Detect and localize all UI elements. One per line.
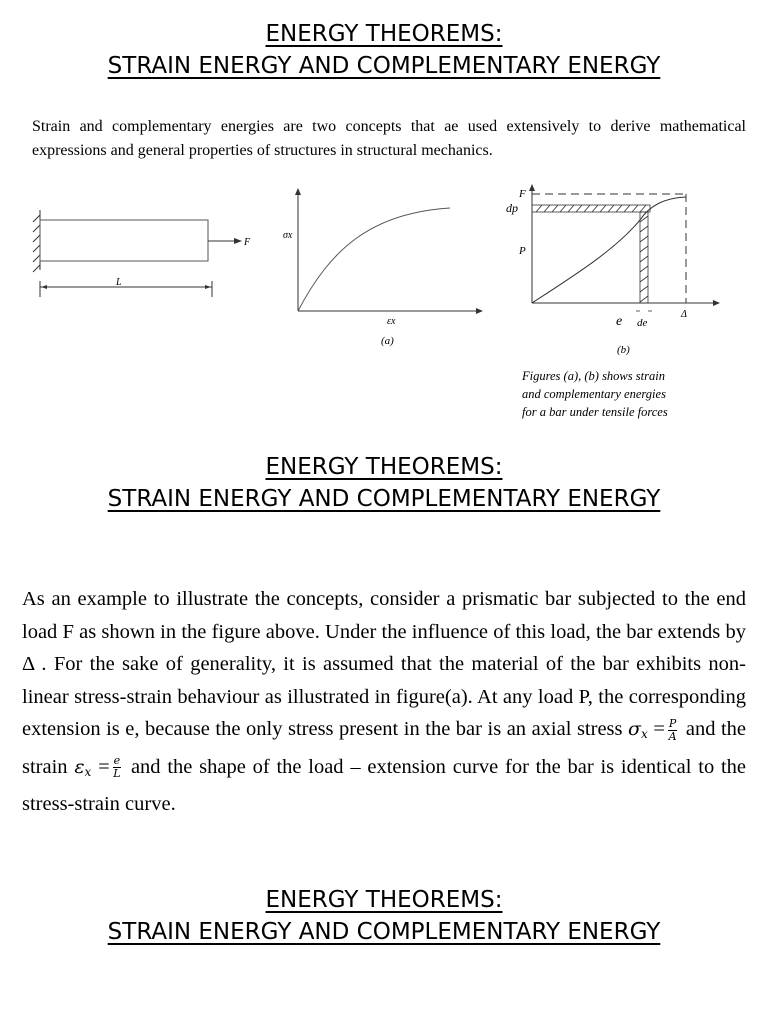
force-label: F xyxy=(244,237,251,248)
graph-a-axes xyxy=(295,188,483,314)
length-dimension xyxy=(40,281,212,297)
load-extension-graph xyxy=(500,180,730,360)
graph-a-caption: (a) xyxy=(381,335,394,347)
graph-b-caption: (b) xyxy=(617,344,630,356)
equals-sign: = xyxy=(98,755,110,778)
paragraph-text: and the shape of the load – extension curve for the bar is identical to the stress-strain curve. xyxy=(22,755,747,815)
force-arrow xyxy=(208,238,242,244)
caption-line: for a bar under tensile forces xyxy=(522,405,668,419)
y-axis-label: σx xyxy=(283,230,293,241)
paragraph-text: As an example to illustrate the concepts, consider a prismatic bar subjected to the end load F as shown in the figure above. Under the influence of this load, the bar extends by Δ . For the sake of generality, it is assumed that the material of the bar exhibits non-linear stress-strain behaviour as illustrated in figure(a). At any load P, the corresponding extension is e, because the only stress present in the bar is an axial stress xyxy=(22,588,746,740)
intro-paragraph: Strain and complementary energies are two concepts that ae used extensively to derive mathematical expressions and general properties of structures in structural mechanics. xyxy=(32,118,746,159)
strain-fraction: $\frac{e}{L}$ xyxy=(113,754,121,781)
p-label: P xyxy=(519,245,526,257)
heading-line2: STRAIN ENERGY AND COMPLEMENTARY ENERGY xyxy=(107,53,661,79)
stress-strain-graph xyxy=(275,180,490,355)
stress-fraction: $\frac{P}{A}$ xyxy=(668,716,677,743)
dp-label: dp xyxy=(506,201,518,215)
example-paragraph xyxy=(22,583,746,821)
fixed-support xyxy=(33,210,40,272)
heading-line1: ENERGY THEOREMS: xyxy=(265,21,503,47)
heading-line2: STRAIN ENERGY AND COMPLEMENTARY ENERGY xyxy=(107,486,661,512)
delta-label: Δ xyxy=(681,309,687,320)
heading-line1: ENERGY THEOREMS: xyxy=(265,454,503,480)
epsilon-symbol: $\varepsilon_x$ xyxy=(74,755,92,779)
heading-line2: STRAIN ENERGY AND COMPLEMENTARY ENERGY xyxy=(107,919,661,945)
sigma-symbol: $\sigma_x$ xyxy=(628,718,648,741)
hatched-strips xyxy=(532,205,650,303)
section-heading xyxy=(0,451,768,515)
heading-line1: ENERGY THEOREMS: xyxy=(265,887,503,913)
section-heading xyxy=(0,884,768,948)
stress-strain-curve xyxy=(298,208,450,311)
f-label: F xyxy=(519,188,526,200)
caption-line: and complementary energies xyxy=(522,387,666,401)
equals-sign: = xyxy=(653,718,665,740)
bar-diagram xyxy=(30,205,270,305)
load-extension-curve xyxy=(532,197,686,303)
paragraph-text: and the strain xyxy=(22,718,747,778)
graph-b-axes xyxy=(529,184,720,306)
de-label: de xyxy=(637,317,648,329)
figure-caption xyxy=(522,367,722,421)
x-axis-label: εx xyxy=(387,316,396,327)
length-label: L xyxy=(116,277,122,288)
prismatic-bar xyxy=(40,220,208,261)
caption-line: Figures (a), (b) shows strain xyxy=(522,369,665,383)
e-label: e xyxy=(616,314,623,329)
section-heading xyxy=(0,18,768,82)
